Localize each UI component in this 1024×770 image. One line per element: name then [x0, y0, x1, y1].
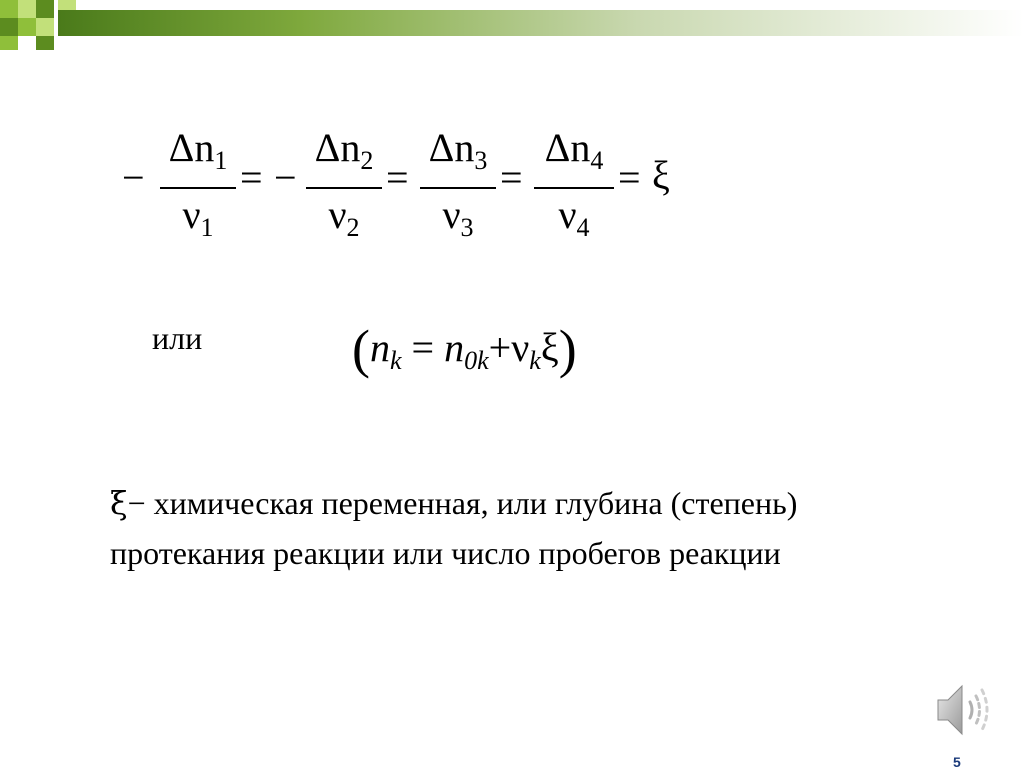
close-paren: ) — [558, 319, 577, 379]
page-number: 5 — [953, 754, 961, 770]
fraction-2 — [306, 125, 382, 248]
open-paren: ( — [352, 319, 370, 379]
fraction-3 — [420, 125, 496, 248]
xi-symbol: ξ — [652, 153, 670, 198]
fraction-numerator: $\Delta n_4$ — [544, 125, 604, 175]
n-symbol: n — [369, 325, 390, 370]
n-symbol: n — [444, 325, 465, 370]
subscript-k: k — [389, 346, 402, 375]
definition-paragraph — [110, 478, 830, 578]
equals-sign: = — [500, 155, 523, 200]
minus-sign: − — [274, 155, 297, 200]
fraction-numerator: $\Delta n_3$ — [428, 125, 488, 175]
header-gradient-band — [58, 10, 1024, 36]
nu-symbol: ν — [511, 325, 530, 370]
fraction-bar — [306, 187, 382, 189]
equals-sign: = — [240, 155, 263, 200]
decor-square — [58, 0, 76, 10]
fraction-1 — [160, 125, 236, 248]
connector-word: или — [152, 320, 203, 356]
subscript-k: k — [529, 346, 541, 375]
definition-text: химическая переменная, или глубина (степень) протекания реакции или число пробегов реакции — [110, 485, 798, 571]
fraction-bar — [160, 187, 236, 189]
fraction-4 — [534, 125, 614, 248]
fraction-denominator: $\nu_4$ — [558, 192, 590, 242]
fraction-bar — [420, 187, 496, 189]
decor-square — [18, 18, 36, 36]
plus-sign: + — [488, 325, 512, 370]
decor-square — [36, 0, 54, 18]
leading-minus: − — [122, 155, 145, 200]
header-decoration — [0, 0, 1024, 50]
subscript-0k: 0k — [464, 346, 489, 375]
fraction-denominator: $\nu_1$ — [182, 192, 214, 242]
decor-square — [36, 36, 54, 50]
xi-symbol: ξ — [110, 484, 128, 522]
fraction-numerator: $\Delta n_2$ — [314, 125, 374, 175]
decor-square — [0, 18, 18, 36]
decor-square — [18, 0, 36, 18]
speaker-icon[interactable] — [934, 680, 998, 740]
decor-square — [36, 18, 54, 36]
equals-sign: = — [411, 325, 435, 370]
xi-symbol: ξ — [540, 325, 559, 370]
equals-sign: = — [386, 155, 409, 200]
fraction-numerator: $\Delta n_1$ — [168, 125, 228, 175]
fraction-denominator: $\nu_2$ — [328, 192, 360, 242]
equals-sign: = — [618, 155, 641, 200]
dash: − — [127, 485, 146, 521]
decor-square — [0, 0, 18, 18]
fraction-denominator: $\nu_3$ — [442, 192, 474, 242]
fraction-bar — [534, 187, 614, 189]
extent-equation — [352, 318, 577, 380]
decor-square — [0, 36, 18, 50]
